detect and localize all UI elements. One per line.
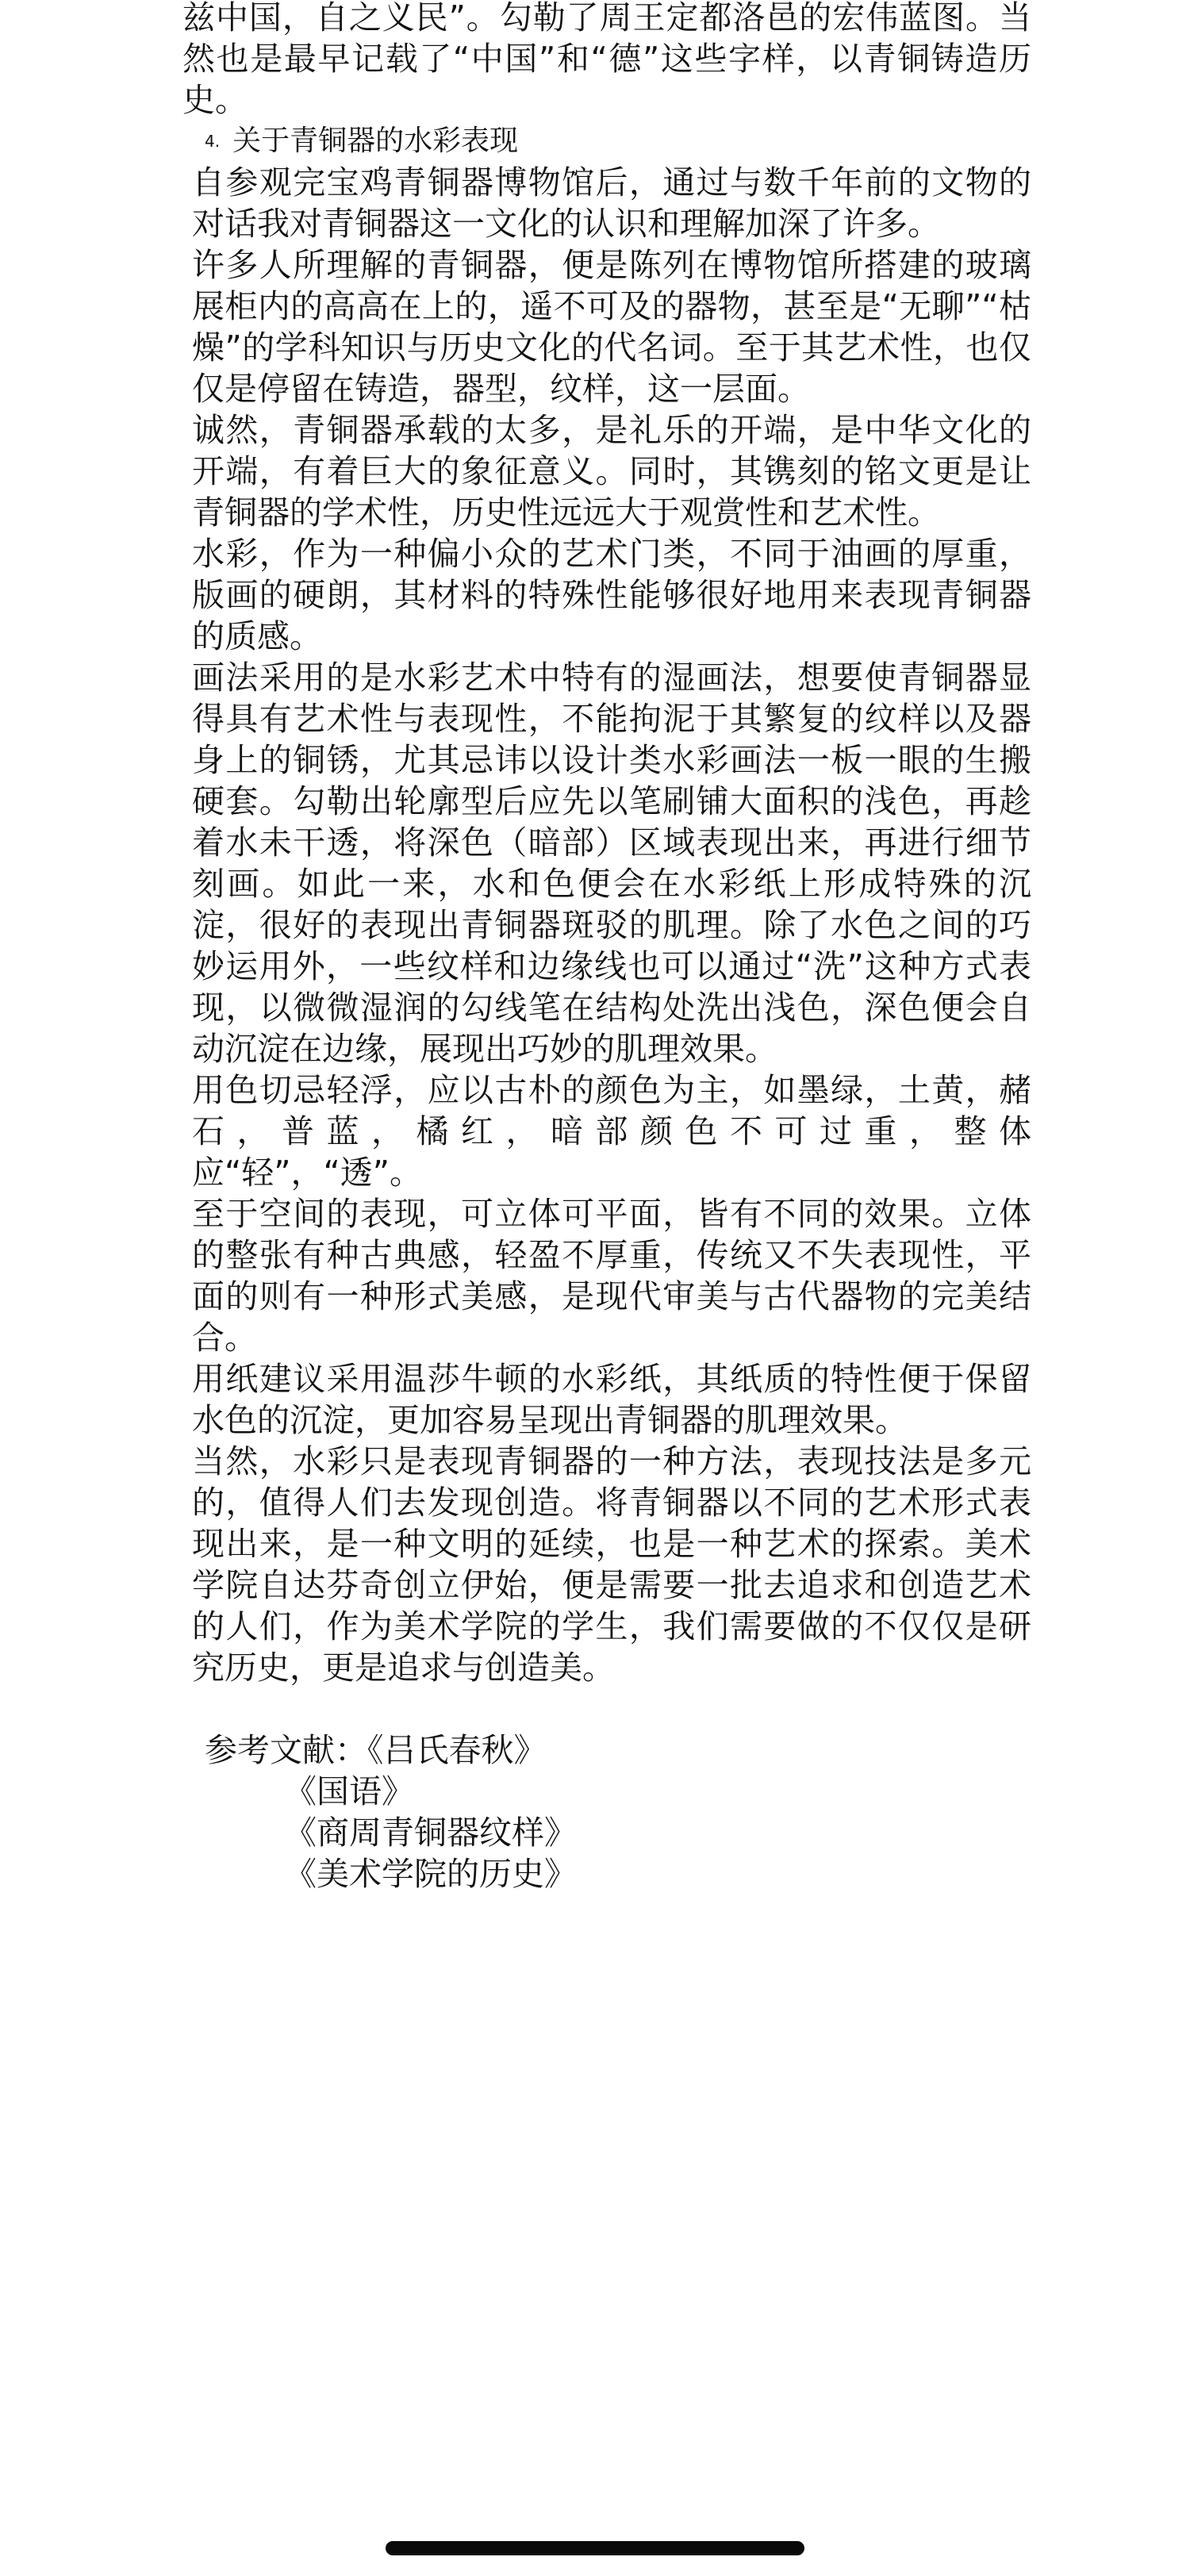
- paragraph-2: 许多人所理解的青铜器，便是陈列在博物馆所搭建的玻璃展柜内的高高在上的，遥不可及的器物，甚至是“无聊”“枯燥”的学科知识与历史文化的代名词。至于其艺术性，也仅仅是停留在铸造，器型，纹样，这一层面。: [192, 246, 1031, 408]
- references-section: [182, 1729, 1031, 1895]
- paragraph-1: 自参观完宝鸡青铜器博物馆后，通过与数千年前的文物的对话我对青铜器这一文化的认识和理解加深了许多。: [192, 163, 1031, 243]
- reference-item: 《吕氏春秋》: [367, 1731, 547, 1769]
- paragraph-8: 用纸建议采用温莎牛顿的水彩纸，其纸质的特性便于保留水色的沉淀，更加容易呈现出青铜器的肌理效果。: [192, 1360, 1031, 1439]
- paragraph-6: 用色切忌轻浮，应以古朴的颜色为主，如墨绿，土黄，赭石，普蓝，橘红，暗部颜色不可过重，整体应“轻”，“透”。: [192, 1071, 1031, 1192]
- reference-item: 《商周青铜器纹样》: [284, 1814, 577, 1852]
- paragraph-5: 画法采用的是水彩艺术中特有的湿画法，想要使青铜器显得具有艺术性与表现性，不能拘泥于其繁复的纹样以及器身上的铜锈，尤其忌讳以设计类水彩画法一板一眼的生搬硬套。勾勒出轮廓型后应先以笔刷铺大面积的浅色，再趁着水未干透，将深色（暗部）区域表现出来，再进行细节刻画。如此一来，水和色便会在水彩纸上形成特殊的沉淀，很好的表现出青铜器斑驳的肌理。除了水色之间的巧妙运用外，一些纹样和边缘线也可以通过“洗”这种方式表现，以微微湿润的勾线笔在结构处洗出浅色，深色便会自动沉淀在边缘，展现出巧妙的肌理效果。: [192, 658, 1031, 1068]
- paragraph-9: 当然，水彩只是表现青铜器的一种方法，表现技法是多元的，值得人们去发现创造。将青铜器以不同的艺术形式表现出来，是一种文明的延续，也是一种艺术的探索。美术学院自达芬奇创立伊始，便是需要一批去追求和创造艺术的人们，作为美术学院的学生，我们需要做的不仅仅是研究历史，更是追求与创造美。: [192, 1442, 1031, 1687]
- paragraph-4: 水彩，作为一种偏小众的艺术门类，不同于油画的厚重，版画的硬朗，其材料的特殊性能够很好地用来表现青铜器的质感。: [192, 535, 1031, 655]
- reference-item: 《美术学院的历史》: [284, 1855, 577, 1893]
- section-number: 4.: [205, 132, 221, 151]
- intro-paragraph: 兹中国，自之义民”。勾勒了周王定都洛邑的宏伟蓝图。当然也是最早记载了“中国”和“德”这些字样，以青铜铸造历史。: [182, 0, 1031, 119]
- references-label: 参考文献：: [205, 1731, 367, 1769]
- home-indicator[interactable]: [386, 2541, 804, 2555]
- reference-item: 《国语》: [284, 1772, 414, 1810]
- section-heading: [182, 121, 1031, 162]
- paragraph-7: 至于空间的表现，可立体可平面，皆有不同的效果。立体的整张有种古典感，轻盈不厚重，传统又不失表现性，平面的则有一种形式美感，是现代审美与古代器物的完美结合。: [192, 1195, 1031, 1357]
- document-content: [182, 0, 1031, 1895]
- section-title: 关于青铜器的水彩表现: [232, 125, 519, 157]
- references-first-line: [182, 1729, 1031, 1771]
- paragraph-3: 诚然，青铜器承载的太多，是礼乐的开端，是中华文化的开端，有着巨大的象征意义。同时，其镌刻的铭文更是让青铜器的学术性，历史性远远大于观赏性和艺术性。: [192, 411, 1031, 532]
